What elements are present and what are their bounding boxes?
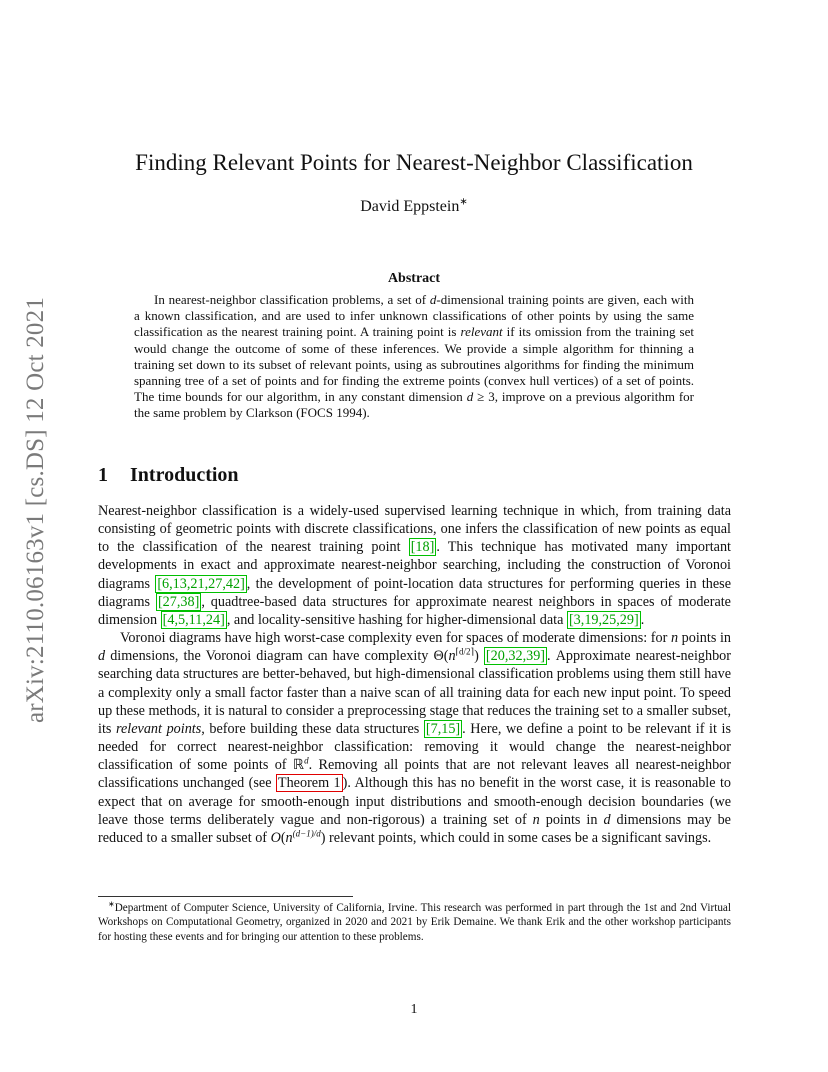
footnote [98,901,731,944]
relevant-term: relevant [460,324,503,340]
paragraph-1: Nearest-neighbor classification is a widely-used supervised learning technique in which, from training data consisting of geometric points with discrete classifications, one infers the classification of new points as equal to the classification of the nearest training point [18] . This technique has motivated many important developments in exact and approximate nearest-neighbor searching, including the construction of Voronoi diagrams [6,13,21,27,42] , the development of point-location data structures for performing queries in these diagrams [27,38] , quadtree-based data structures for approximate nearest neighbors in spaces of moderate dimension [4,5,11,24] , and locality-sensitive hashing for higher-dimensional data [3,19,25,29] . [98,503,731,628]
author-footnote-mark[interactable]: ∗ [459,196,468,208]
arxiv-sidebar [20,290,52,730]
body-text [98,502,731,847]
citation-link[interactable]: [4,5,11,24] [162,611,225,628]
page-number: 1 [410,1002,418,1017]
paper-title: Finding Relevant Points for Nearest-Neighbor Classification [135,150,693,175]
section-number: 1 [98,464,108,486]
author-line [60,198,768,216]
footnote-text: Department of Computer Science, University of California, Irvine. This research was performed in part through the 1st and 2nd Virtual Workshops on Computational Geometry, organized in 2020 and 2021 by Erik Demaine. We thank Erik and the other workshop participants for hosting these events and for bringing our attention to these problems. [98,902,731,943]
citation-link[interactable]: [6,13,21,27,42] [157,575,245,592]
abstract-text: In nearest-neighbor classification problems, a set of d-dimensional training points are given, each with a known classification, and are used to infer unknown classifications of other points by using the same classification as the nearest training point. A training point is relevant if its omission from the training set would change the outcome of some of these inferences. We provide a simple algorithm for thinning a training set down to its subset of relevant points, using as subroutines algorithms for finding the minimum spanning tree of a set of points and for finding the extreme points (convex hull vertices) of a set of points. The time bounds for our algorithm, in any constant dimension d ≥ 3, improve on a previous algorithm for the same problem by Clarkson (FOCS 1994). [134,292,695,421]
citation-link[interactable]: [27,38] [157,593,200,610]
arxiv-identifier: arXiv:2110.06163v1 [cs.DS] 12 Oct 2021 [22,296,49,724]
footnote-divider [98,896,353,897]
citation-link[interactable]: [7,15] [425,720,461,737]
theorem-reference-link[interactable]: Theorem 1 [277,775,341,792]
citation-link[interactable]: [18] [410,539,435,556]
paragraph-2: Voronoi diagrams have high worst-case complexity even for spaces of moderate dimensions: for n points in d dimensions, the Voronoi diagram can have complexity $\Theta(n^{⌈d/2⌉})$ [20,32,39] . Approximate nearest-neighbor searching data structures are better-behaved, but high-dimensional classification problems using them still have a complexity only a small factor faster than a naive scan of all training data for each new input point. To speed up these methods, it is natural to consider a preprocessing stage that reduces the training set to a smaller subset, its relevant points, before building these data structures [7,15] . Here, we define a point to be relevant if it is needed for correct nearest-neighbor classification: removing it would change the nearest-neighbor classification of some points of ℝ$^d$. Removing all points that are not relevant leaves all nearest-neighbor classifications unchanged (see Theorem 1 ). Although this has no benefit in the worst case, it is reasonable to expect that on average for smooth-enough input distributions and smooth-enough decision boundaries (we leave those terms deliberately vague and non-rigorous) a training set of n points in d dimensions may be reduced to a smaller subset of $O(n^{(d-1)/d})$ relevant points, which could in some cases be a significant savings. [98,630,731,846]
citation-link[interactable]: [3,19,25,29] [568,611,639,628]
relevant-points-term: relevant points [116,720,202,737]
citation-link[interactable]: [20,32,39] [485,648,546,665]
abstract-heading: Abstract [387,271,441,286]
section-heading [98,464,239,487]
section-title: Introduction [130,464,239,486]
author-name: David Eppstein [360,198,460,215]
footnote-mark: ∗ [108,899,115,909]
